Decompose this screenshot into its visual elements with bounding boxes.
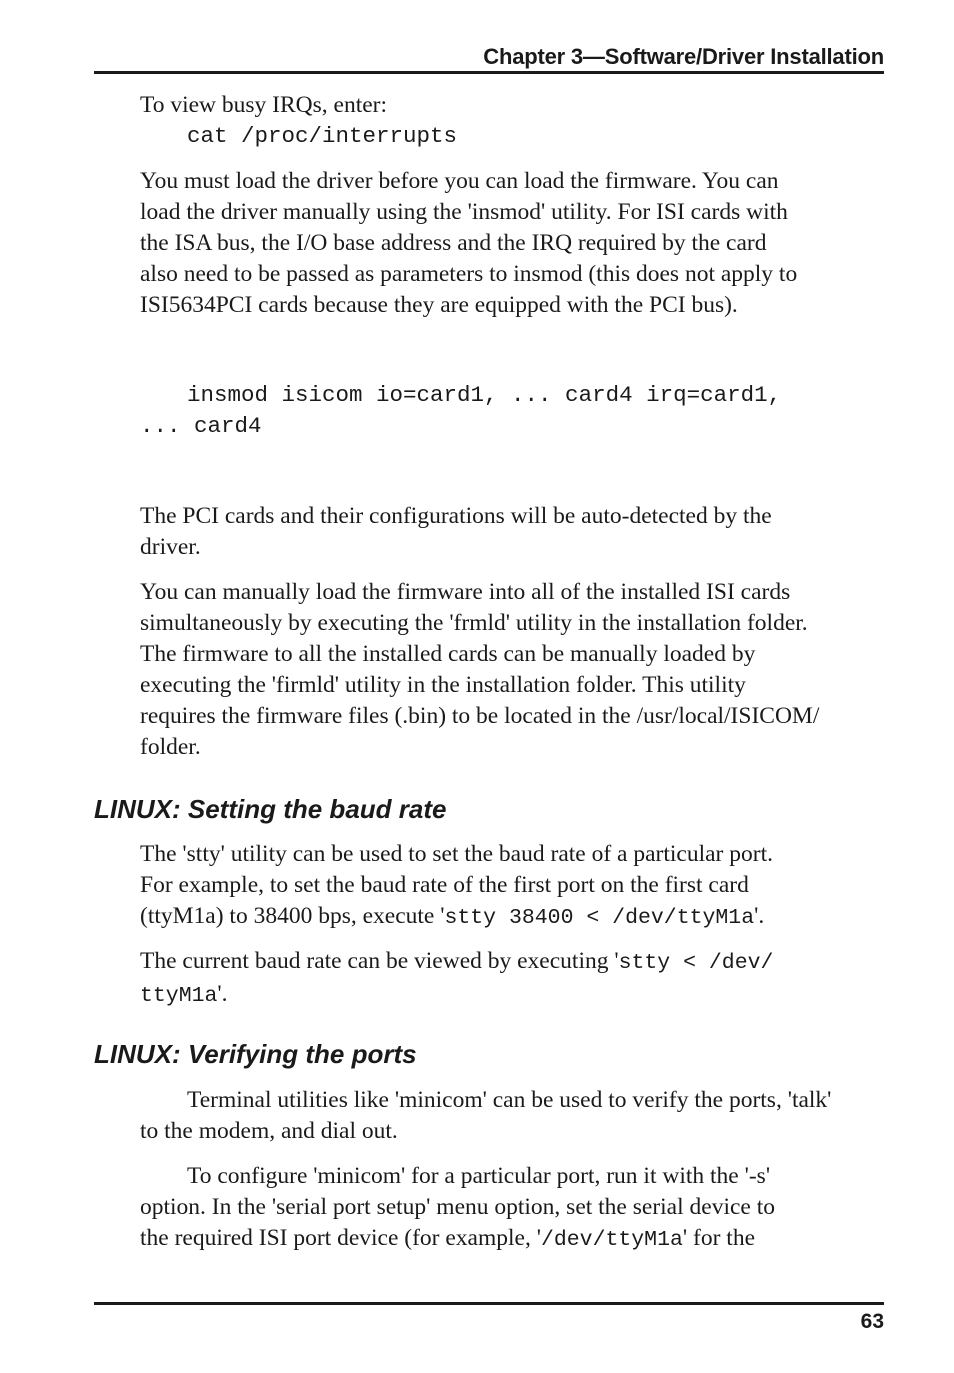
page-number: 63 (860, 1310, 884, 1333)
paragraph-firmware-load: You can manually load the firmware into all of the installed ISI cards simultaneously by executing the 'frmld' utility in the installation folder. The firmware to all the installed cards can be manually loaded by executing the 'firmld' utility in the installation folder. This utility requires the firmware files (.bin) to be located in the /usr/local/ISICOM/ folder. (140, 579, 820, 760)
code-stty-view-1: stty < /dev/ (618, 951, 774, 975)
heading-setting-baud-rate: LINUX: Setting the baud rate (94, 794, 447, 824)
paragraph-minicom-config (140, 1161, 900, 1256)
minicom-line-3-start: the required ISI port device (for example, ' (140, 1225, 541, 1251)
footer-rule (94, 1302, 884, 1305)
code-insmod-line-2: ... card4 (140, 413, 262, 439)
code-cat-interrupts: cat /proc/interrupts (187, 123, 458, 149)
paragraph-busy-irqs: To view busy IRQs, enter: (140, 92, 388, 118)
code-insmod-line-1: insmod isicom io=card1, ... card4 irq=card1, (187, 382, 782, 408)
paragraph-stty-intro (140, 839, 900, 934)
code-stty-view-2: ttyM1a (140, 984, 218, 1008)
paragraph-pci-auto-detect: The PCI cards and their configurations will be auto-detected by the driver. (140, 503, 772, 560)
current-baud-text: The current baud rate can be viewed by executing ' (140, 948, 619, 974)
minicom-line-3-end: ' for the (682, 1225, 756, 1251)
minicom-line-1: To configure 'minicom' for a particular port, run it with the '-s' (187, 1163, 771, 1189)
terminal-line-1: Terminal utilities like 'minicom' can be used to verify the ports, 'talk' (187, 1087, 832, 1113)
paragraph-terminal-utilities (140, 1085, 910, 1147)
paragraph-load-driver: You must load the driver before you can load the firmware. You can load the driver manually using the 'insmod' utility. For ISI cards with the ISA bus, the I/O base address and the IRQ required by the card also need to be passed as parameters to insmod (this does not apply to ISI5634PCI cards because they are equipped with the PCI bus). (140, 168, 798, 318)
stty-intro-text: The 'stty' utility can be used to set the baud rate of a particular port. For example, to set the baud rate of the first port on the first card (ttyM1a) to 38400 bps, execute ' (140, 841, 773, 929)
code-dev-ttym1a: /dev/ttyM1a (540, 1228, 683, 1252)
chapter-header: Chapter 3—Software/Driver Installation (483, 44, 884, 69)
code-stty-set: stty 38400 < /dev/ttyM1a (444, 906, 755, 930)
header-rule (94, 71, 884, 74)
terminal-line-2: to the modem, and dial out. (140, 1118, 398, 1144)
paragraph-current-baud (140, 946, 900, 1012)
stty-intro-end: '. (754, 903, 765, 929)
current-baud-end: '. (217, 981, 228, 1007)
minicom-line-2: option. In the 'serial port setup' menu option, set the serial device to (140, 1194, 775, 1220)
heading-verifying-ports: LINUX: Verifying the ports (94, 1039, 417, 1069)
